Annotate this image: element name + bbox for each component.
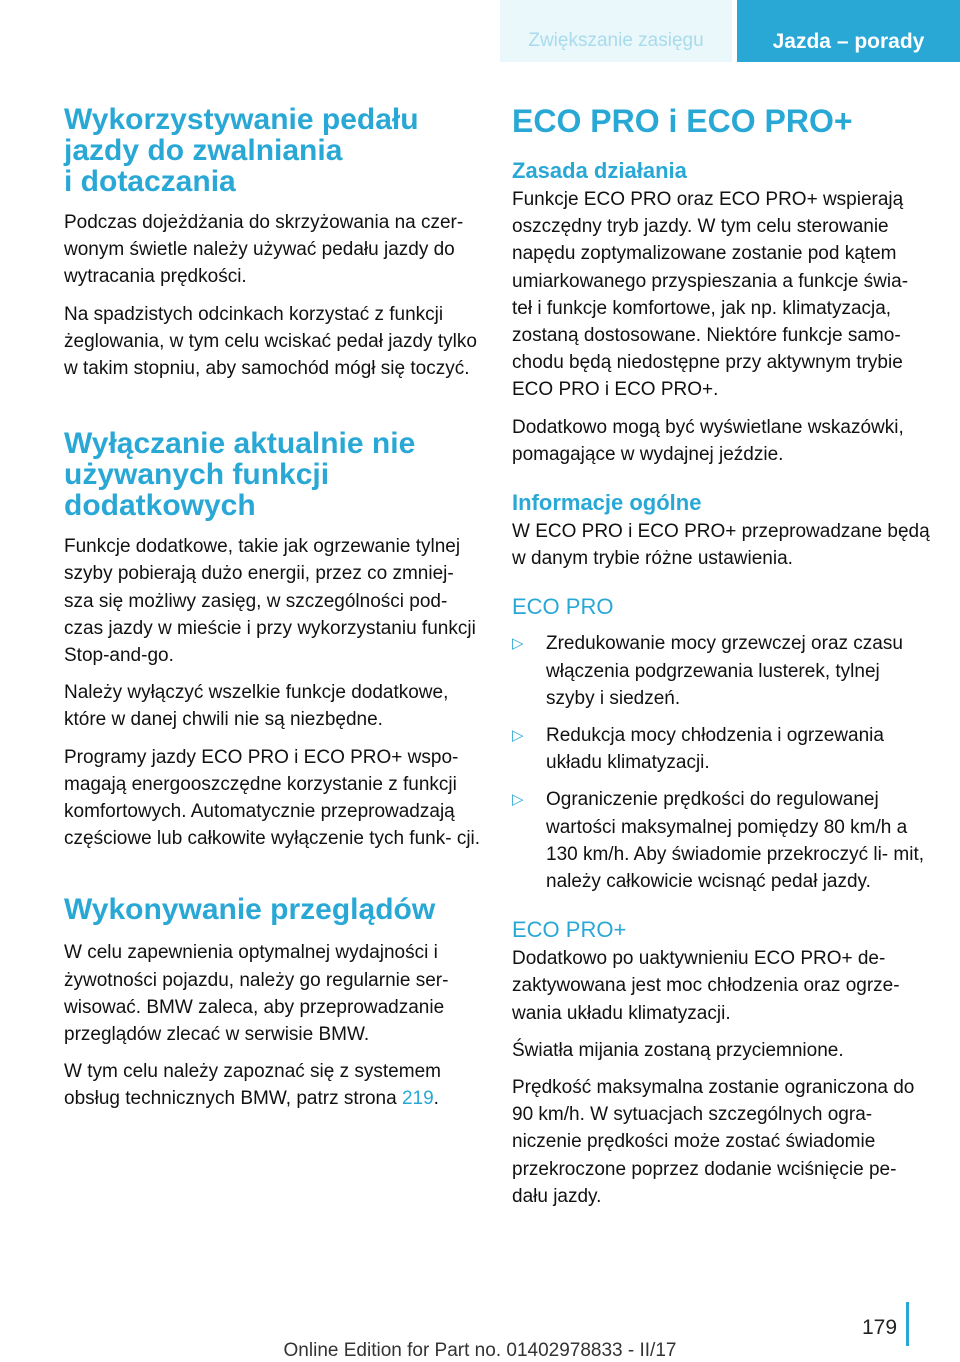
page-link-219[interactable]: 219	[401, 1088, 434, 1110]
list-item	[512, 786, 930, 895]
paragraph: Dodatkowo po uaktywnieniu ECO PRO+ de‐ zaktywowana jest moc chłodzenia oraz ogrze‐ wania układu klimatyzacji.	[512, 948, 900, 1024]
sentence-end: .	[433, 1088, 439, 1110]
paragraph: Należy wyłączyć wszelkie funkcje dodatkowe, które w danej chwili nie są niezbędne.	[64, 682, 449, 731]
heading-additional-functions-line-2: używanych funkcji	[64, 458, 330, 492]
edition-footer: Online Edition for Part no. 01402978833 - II/17	[283, 1340, 677, 1361]
list-item-text: Zredukowanie mocy grzewczej oraz czasu włączenia podgrzewania lusterek, tylnej szyby i siedzeń.	[546, 633, 903, 709]
list-item-text: Redukcja mocy chłodzenia i ogrzewania układu klimatyzacji.	[546, 725, 884, 774]
heading-eco-pro: ECO PRO i ECO PRO+	[512, 103, 853, 139]
chapter-tab[interactable]: Jazda – porady	[737, 0, 960, 62]
subheading-eco-pro-mode: ECO PRO	[512, 594, 614, 620]
paragraph: Funkcje ECO PRO oraz ECO PRO+ wspierają oszczędny tryb jazdy. W tym celu sterowanie napędu zoptymalizowane zostanie pod kątem umiarkowanego przyspieszania a funkcje świa‐ teł i funkcje komfortowe, jak np. klimatyzacja, zostaną dostosowane. Niektóre funkcje samo‐ chodu będą niedostępne przy aktywnym trybie ECO PRO i ECO PRO+.	[512, 189, 909, 401]
heading-pedal	[64, 104, 484, 197]
heading-service: Wykonywanie przeglądów	[64, 893, 436, 927]
heading-additional-functions-line-3: dodatkowych	[64, 489, 256, 523]
paragraph: W ECO PRO i ECO PRO+ przeprowadzane będą w danym trybie różne ustawienia.	[512, 521, 930, 570]
page-header	[0, 0, 960, 62]
page-number: 179	[862, 1316, 898, 1339]
paragraph: Programy jazdy ECO PRO i ECO PRO+ wspo‐ magają energooszczędne korzystanie z funkcji komfortowych. Automatycznie przeprowadzają częściowe lub całkowite wyłączenie tych funk‐ cji.	[64, 746, 481, 850]
paragraph: Podczas dojeżdżania do skrzyżowania na czer‐ wonym świetle należy używać pedału jazdy do wytracania prędkości.	[64, 212, 464, 288]
heading-pedal-line-1: Wykorzystywanie pedału	[64, 103, 419, 136]
heading-pedal-line-2: jazdy do zwalniania	[64, 134, 343, 167]
left-column	[64, 104, 484, 1113]
eco-pro-list	[512, 630, 930, 895]
paragraph: Dodatkowo mogą być wyświetlane wskazówki, pomagające w wydajnej jeździe.	[512, 416, 904, 465]
list-item	[512, 722, 930, 776]
list-item	[512, 630, 930, 712]
heading-additional-functions-line-1: Wyłączanie aktualnie nie	[64, 427, 416, 461]
paragraph: Prędkość maksymalna zostanie ograniczona do 90 km/h. W sytuacjach szczególnych ogra‐ niczenie prędkości może zostać świadomie przekroczone poprzez dodanie wciśnięcie pe‐ dału jazdy.	[512, 1077, 915, 1207]
triangle-bullet-icon: ▷	[512, 635, 524, 653]
list-item-text: Ograniczenie prędkości do regulowanej wartości maksymalnej pomiędzy 80 km/h a 130 km/h. Aby świadomie przekroczyć li‐ mit, należy całkowicie wcisnąć pedał jazdy.	[546, 789, 925, 893]
subheading-principle: Zasada działania	[512, 158, 687, 183]
heading-pedal-line-3: i dotaczania	[64, 165, 236, 198]
service-text: W tym celu należy zapoznać się z systemem obsług technicznych BMW, patrz strona	[64, 1061, 441, 1110]
paragraph: Światła mijania zostaną przyciemnione.	[512, 1039, 844, 1061]
right-column	[512, 104, 930, 1210]
paragraph-service-link	[64, 1058, 484, 1112]
triangle-bullet-icon: ▷	[512, 791, 524, 809]
subheading-general-info: Informacje ogólne	[512, 490, 702, 516]
subheading-eco-pro-plus: ECO PRO+	[512, 917, 627, 943]
paragraph: Na spadzistych odcinkach korzystać z funkcji żeglowania, w tym celu wciskać pedał jazdy tylko w takim stopniu, aby samochód mógł się toczyć.	[64, 303, 477, 380]
section-tab[interactable]: Zwiększanie zasięgu	[500, 0, 732, 62]
paragraph: Funkcje dodatkowe, takie jak ogrzewanie tylnej szyby pobierają dużo energii, przez co zmniej‐ sza się możliwy zasięg, w szczególności pod‐ czas jazdy w mieście i przy wykorzystaniu funkcji Stop-and-go.	[64, 536, 476, 667]
paragraph: W celu zapewnienia optymalnej wydajności i żywotności pojazdu, należy go regularnie ser‐ wisować. BMW zaleca, aby przeprowadzanie przeglądów zlecać w serwisie BMW.	[64, 942, 449, 1046]
triangle-bullet-icon: ▷	[512, 727, 524, 745]
heading-additional-functions	[64, 428, 484, 521]
